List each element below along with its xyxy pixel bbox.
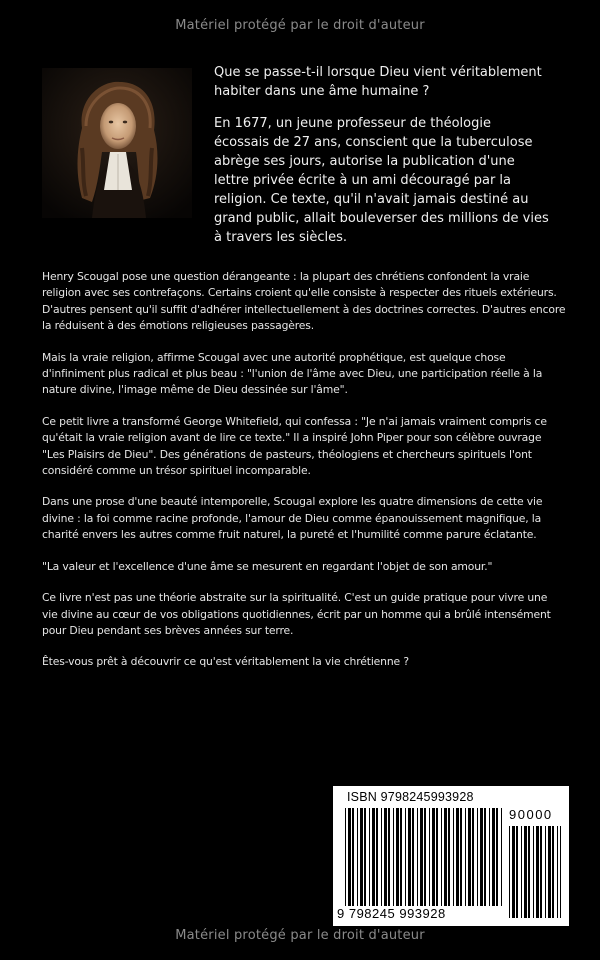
author-portrait: [42, 68, 192, 218]
barcode-bar: [496, 808, 498, 906]
addon-bar: [548, 826, 551, 918]
intro-section: [214, 63, 550, 260]
copyright-watermark-bottom: Matériel protégé par le droit d'auteur: [175, 928, 425, 943]
isbn-barcode: [333, 786, 569, 926]
barcode-bar: [412, 808, 414, 906]
back-cover-description: [42, 269, 566, 686]
barcode-bar: [453, 808, 454, 906]
barcode-bar: [348, 808, 351, 906]
barcode-bar: [465, 808, 466, 906]
barcode-bar: [429, 808, 430, 906]
barcode-bar: [396, 808, 399, 906]
addon-bar: [536, 826, 539, 918]
addon-bar: [521, 826, 522, 918]
addon-bar: [540, 826, 542, 918]
addon-bar: [512, 826, 515, 918]
description-paragraph-1: Henry Scougal pose une question dérangeante : la plupart des chrétiens confondent la vraie religion avec ses contrefaçons. Certains croient qu'elle consiste à respecter des rituels extérieurs. D'autres pensent qu'il suffit d'adhérer intellectuellement à des doctrines correctes. D'autres encore la réduisent à des émotions religieuses passagères.: [42, 270, 566, 333]
barcode-bar: [501, 808, 502, 906]
addon-bar: [552, 826, 554, 918]
barcode-bar: [360, 808, 363, 906]
barcode-bar: [364, 808, 366, 906]
isbn-label: ISBN 9798245993928: [347, 790, 474, 804]
barcode-main-digits: 9 798245 993928: [337, 906, 446, 921]
barcode-bar: [480, 808, 483, 906]
barcode-bar: [424, 808, 426, 906]
description-paragraph-2: Mais la vraie religion, affirme Scougal avec une autorité prophétique, est quelque chose d'infiniment plus radical et plus beau : "l'union de l'âme avec Dieu, une participation réelle à la nature divine, l'image même de Dieu dessinée sur l'âme".: [42, 350, 543, 397]
barcode-bar: [345, 808, 346, 906]
addon-bar: [560, 826, 561, 918]
barcode-bar: [432, 808, 435, 906]
barcode-bar: [369, 808, 370, 906]
description-paragraph-6: Ce livre n'est pas une théorie abstraite sur la spiritualité. C'est un guide pratique pour vivre une vie divine au cœur de vos obligations quotidiennes, écrit par un homme qui a brûlé intensément pour Dieu pendant ses brèves années sur terre.: [42, 591, 551, 637]
barcode-bar: [372, 808, 375, 906]
barcode-bar: [484, 808, 486, 906]
barcode-bar: [441, 808, 442, 906]
barcode-bar: [444, 808, 447, 906]
barcode-bar: [420, 808, 423, 906]
description-quote: "La valeur et l'excellence d'une âme se mesurent en regardant l'objet de son amour.": [42, 559, 493, 573]
barcode-bar: [393, 808, 394, 906]
addon-bar: [516, 826, 518, 918]
barcode-bar: [381, 808, 382, 906]
addon-bar: [557, 826, 558, 918]
barcode-bar: [408, 808, 411, 906]
barcode-bar: [436, 808, 438, 906]
addon-bar: [524, 826, 527, 918]
barcode-bar: [417, 808, 418, 906]
barcode-bar: [448, 808, 450, 906]
barcode-bar: [376, 808, 378, 906]
copyright-watermark-top: Matériel protégé par le droit d'auteur: [175, 18, 425, 33]
addon-bar: [509, 826, 510, 918]
barcode-bar: [384, 808, 387, 906]
barcode-bar: [460, 808, 462, 906]
description-closing-question: Êtes-vous prêt à découvrir ce qu'est véritablement la vie chrétienne ?: [42, 655, 409, 669]
barcode-bar: [472, 808, 474, 906]
intro-paragraph: En 1677, un jeune professeur de théologie écossais de 27 ans, conscient que la tuberculose abrège ses jours, autorise la publication d'une lettre privée écrite à un ami découragé par la religion. Ce texte, qu'il n'avait jamais destiné au grand public, allait bouleverser des millions de vies à travers les siècles.: [214, 116, 549, 245]
addon-bar: [528, 826, 530, 918]
barcode-bar: [388, 808, 390, 906]
description-paragraph-4: Dans une prose d'une beauté intemporelle, Scougal explore les quatre dimensions de cette vie divine : la foi comme racine profonde, l'amour de Dieu comme épanouissement magnifique, la charité envers les autres comme fruit naturel, la pureté et l'humilité comme parure éclatante.: [42, 495, 543, 542]
barcode-bar: [357, 808, 358, 906]
description-paragraph-3: Ce petit livre a transformé George Whitefield, qui confessa : "Je n'ai jamais vraiment compris ce qu'était la vraie religion avant de lire ce texte." Il a inspiré John Piper pour son célèbre ouvrage "Les Plaisirs de Dieu". Des générations de pasteurs, théologiens et chercheurs spirituels l'ont considéré comme un trésor spirituel incomparable.: [42, 414, 547, 478]
barcode-bar: [400, 808, 402, 906]
barcode-bar: [477, 808, 478, 906]
barcode-addon-digits: 90000: [509, 807, 553, 822]
barcode-bar: [489, 808, 490, 906]
barcode-bar: [352, 808, 354, 906]
barcode-bar: [405, 808, 406, 906]
intro-question: Que se passe-t-il lorsque Dieu vient véritablement habiter dans une âme humaine ?: [214, 65, 542, 99]
barcode-bar: [492, 808, 495, 906]
addon-bar: [533, 826, 534, 918]
addon-bar: [545, 826, 546, 918]
portrait-image: [42, 68, 192, 218]
barcode-bar: [468, 808, 471, 906]
barcode-bar: [456, 808, 459, 906]
